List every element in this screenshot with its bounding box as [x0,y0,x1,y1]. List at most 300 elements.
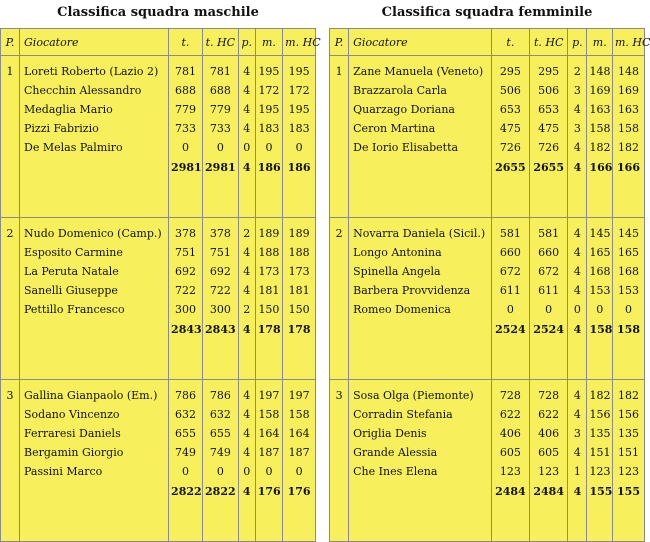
men-player-name-cell: Bergamin Giorgio [20,443,169,462]
women-empty-cell [530,339,568,380]
men-avg-hc-cell: 189 [283,218,316,244]
men-empty-cell [1,424,20,443]
men-total-cell: 378 [169,218,203,244]
men-empty-cell [1,319,20,339]
men-empty-cell [169,501,203,542]
women-empty-cell [349,481,492,501]
women-total-cell: 295 [491,56,529,82]
women-empty-cell [530,501,568,542]
men-empty-cell [238,177,255,218]
men-games-cell: 4 [238,56,255,82]
men-total-hc-cell: 632 [202,405,238,424]
men-total-hc-cell: 722 [202,281,238,300]
men-player-row [1,300,316,319]
men-avg-hc-cell: 164 [283,424,316,443]
men-total-hc-cell: 751 [202,243,238,262]
women-player-row [330,262,645,281]
women-player-row [330,424,645,443]
men-empty-cell [1,481,20,501]
women-standings-table [329,28,650,542]
women-group-position: 3 [330,380,349,406]
men-avg-cell: 164 [255,424,282,443]
women-empty-cell [587,501,613,542]
men-total-cell: 0 [169,138,203,157]
men-group-total-cell: 2843 [169,319,203,339]
women-total-hc-cell: 653 [530,100,568,119]
men-games-cell: 4 [238,405,255,424]
men-total-cell: 733 [169,119,203,138]
women-total-hc-cell: 506 [530,81,568,100]
women-header-col-pos: P. [330,29,349,56]
men-avg-cell: 195 [255,56,282,82]
women-total-hc-cell: 0 [530,300,568,319]
women-games-cell: 4 [568,281,587,300]
men-empty-cell [1,100,20,119]
men-games-cell: 0 [238,138,255,157]
women-header-col-player: Giocatore [349,29,492,56]
men-group-total-cell: 2981 [169,157,203,177]
women-total-cell: 653 [491,100,529,119]
men-player-row [1,262,316,281]
women-avg-cell: 168 [587,262,613,281]
women-games-cell: 3 [568,81,587,100]
men-player-row [1,119,316,138]
women-player-name-cell: Barbera Provvidenza [349,281,492,300]
women-games-cell: 2 [568,56,587,82]
women-group-total-hc-cell: 2484 [530,481,568,501]
women-empty-cell [330,319,349,339]
women-player-name-cell: Che Ines Elena [349,462,492,481]
women-group-total-cell: 2484 [491,481,529,501]
men-player-name-cell: Checchin Alessandro [20,81,169,100]
women-total-hc-cell: 622 [530,405,568,424]
women-group-avg-hc-cell: 155 [613,481,645,501]
men-total-hc-cell: 0 [202,138,238,157]
men-avg-hc-cell: 150 [283,300,316,319]
women-empty-cell [349,501,492,542]
men-header-col-total: t. [169,29,203,56]
women-empty-cell [330,177,349,218]
men-avg-cell: 189 [255,218,282,244]
women-avg-hc-cell: 151 [613,443,645,462]
men-empty-cell [20,339,169,380]
women-empty-cell [330,300,349,319]
women-avg-cell: 156 [587,405,613,424]
women-empty-cell [613,177,645,218]
women-header-col-total-hc: t. HC [530,29,568,56]
men-avg-cell: 173 [255,262,282,281]
men-header-col-avg-hc: m. HC [283,29,316,56]
men-avg-hc-cell: 187 [283,443,316,462]
men-group-total-row [1,157,316,177]
women-total-cell: 406 [491,424,529,443]
men-total-cell: 749 [169,443,203,462]
men-standings-table [0,28,321,542]
women-empty-cell [330,281,349,300]
men-avg-hc-cell: 181 [283,281,316,300]
women-empty-cell [349,157,492,177]
women-empty-cell [613,501,645,542]
men-avg-cell: 172 [255,81,282,100]
men-group-position: 1 [1,56,20,82]
men-empty-cell [255,339,282,380]
men-empty-cell [1,243,20,262]
men-empty-cell [1,300,20,319]
women-player-row [330,243,645,262]
women-total-cell: 728 [491,380,529,406]
women-avg-hc-cell: 135 [613,424,645,443]
women-avg-hc-cell: 156 [613,405,645,424]
men-avg-cell: 0 [255,462,282,481]
men-total-hc-cell: 300 [202,300,238,319]
men-group-games-cell: 4 [238,157,255,177]
men-header-col-games: p. [238,29,255,56]
women-player-row [330,281,645,300]
women-empty-cell [587,177,613,218]
men-group-games-cell: 4 [238,319,255,339]
women-empty-cell [349,339,492,380]
women-group-games-cell: 4 [568,157,587,177]
men-player-row [1,100,316,119]
men-player-row [1,81,316,100]
women-standings-title: Classifica squadra femminile [381,5,593,20]
men-player-name-cell: Esposito Carmine [20,243,169,262]
men-avg-hc-cell: 173 [283,262,316,281]
men-group-total-row [1,319,316,339]
men-player-row [1,443,316,462]
men-player-name-cell: Gallina Gianpaolo (Em.) [20,380,169,406]
women-games-cell: 0 [568,300,587,319]
men-avg-hc-cell: 158 [283,405,316,424]
men-player-name-cell: Pettillo Francesco [20,300,169,319]
men-group-avg-cell: 186 [255,157,282,177]
women-player-row [330,218,645,244]
men-group-spacer [1,501,316,542]
women-header-col-total: t. [491,29,529,56]
women-total-cell: 660 [491,243,529,262]
women-games-cell: 1 [568,462,587,481]
women-avg-cell: 169 [587,81,613,100]
women-avg-hc-cell: 163 [613,100,645,119]
women-player-row [330,138,645,157]
men-empty-cell [255,501,282,542]
women-player-name-cell: Romeo Domenica [349,300,492,319]
men-total-cell: 300 [169,300,203,319]
men-empty-cell [20,319,169,339]
women-total-cell: 0 [491,300,529,319]
men-empty-cell [202,501,238,542]
men-empty-cell [20,157,169,177]
women-player-name-cell: Zane Manuela (Veneto) [349,56,492,82]
men-empty-cell [238,501,255,542]
women-player-name-cell: Spinella Angela [349,262,492,281]
women-empty-cell [330,262,349,281]
men-group-avg-hc-cell: 186 [283,157,316,177]
women-avg-cell: 151 [587,443,613,462]
women-total-cell: 726 [491,138,529,157]
women-group-games-cell: 4 [568,481,587,501]
men-avg-hc-cell: 0 [283,462,316,481]
women-games-cell: 4 [568,218,587,244]
women-header-col-games: p. [568,29,587,56]
men-total-hc-cell: 655 [202,424,238,443]
women-empty-cell [330,462,349,481]
women-avg-cell: 153 [587,281,613,300]
men-avg-cell: 197 [255,380,282,406]
women-empty-cell [568,339,587,380]
men-empty-cell [1,119,20,138]
men-avg-hc-cell: 183 [283,119,316,138]
men-games-cell: 4 [238,119,255,138]
men-standings-title: Classifica squadra maschile [57,5,259,20]
men-empty-cell [202,339,238,380]
men-total-cell: 779 [169,100,203,119]
men-games-cell: 4 [238,243,255,262]
men-player-row [1,218,316,244]
women-games-cell: 4 [568,262,587,281]
men-group-avg-cell: 178 [255,319,282,339]
men-total-cell: 751 [169,243,203,262]
men-total-cell: 688 [169,81,203,100]
men-empty-cell [1,443,20,462]
women-group-position: 2 [330,218,349,244]
women-empty-cell [613,339,645,380]
men-empty-cell [283,501,316,542]
women-player-row [330,300,645,319]
men-avg-cell: 150 [255,300,282,319]
women-player-row [330,100,645,119]
men-player-name-cell: Loreti Roberto (Lazio 2) [20,56,169,82]
men-player-name-cell: De Melas Palmiro [20,138,169,157]
men-group-spacer [1,339,316,380]
women-avg-cell: 182 [587,380,613,406]
women-total-cell: 475 [491,119,529,138]
men-empty-cell [238,339,255,380]
men-empty-cell [1,262,20,281]
men-empty-cell [169,177,203,218]
women-avg-hc-cell: 182 [613,380,645,406]
women-player-row [330,119,645,138]
men-header-col-avg: m. [255,29,282,56]
men-group-total-hc-cell: 2822 [202,481,238,501]
men-header-col-total-hc: t. HC [202,29,238,56]
men-games-cell: 0 [238,462,255,481]
women-group-total-hc-cell: 2655 [530,157,568,177]
women-player-row [330,443,645,462]
women-empty-cell [330,138,349,157]
women-avg-cell: 148 [587,56,613,82]
men-avg-hc-cell: 195 [283,56,316,82]
men-total-hc-cell: 688 [202,81,238,100]
men-player-name-cell: Sodano Vincenzo [20,405,169,424]
women-games-cell: 4 [568,380,587,406]
women-group-avg-cell: 158 [587,319,613,339]
men-empty-cell [283,339,316,380]
women-group-avg-cell: 166 [587,157,613,177]
women-total-hc-cell: 295 [530,56,568,82]
women-games-cell: 4 [568,138,587,157]
men-avg-hc-cell: 172 [283,81,316,100]
men-player-name-cell: Nudo Domenico (Camp.) [20,218,169,244]
women-avg-hc-cell: 123 [613,462,645,481]
men-player-name-cell: La Peruta Natale [20,262,169,281]
men-group-total-row [1,481,316,501]
women-total-cell: 581 [491,218,529,244]
men-empty-cell [1,339,20,380]
women-avg-hc-cell: 148 [613,56,645,82]
men-empty-cell [20,501,169,542]
women-empty-cell [330,405,349,424]
men-games-cell: 4 [238,81,255,100]
women-total-cell: 672 [491,262,529,281]
women-team-standings [329,0,650,542]
women-player-row [330,462,645,481]
men-avg-cell: 187 [255,443,282,462]
women-avg-cell: 163 [587,100,613,119]
women-games-cell: 4 [568,405,587,424]
women-empty-cell [530,177,568,218]
men-total-hc-cell: 692 [202,262,238,281]
women-total-cell: 123 [491,462,529,481]
men-player-row [1,56,316,82]
women-avg-hc-cell: 158 [613,119,645,138]
men-group-total-hc-cell: 2843 [202,319,238,339]
women-total-cell: 611 [491,281,529,300]
women-player-row [330,380,645,406]
men-total-hc-cell: 733 [202,119,238,138]
women-total-hc-cell: 611 [530,281,568,300]
women-group-spacer [330,501,645,542]
women-total-hc-cell: 406 [530,424,568,443]
women-avg-cell: 145 [587,218,613,244]
women-avg-hc-cell: 168 [613,262,645,281]
women-empty-cell [330,81,349,100]
men-player-name-cell: Sanelli Giuseppe [20,281,169,300]
women-games-cell: 3 [568,119,587,138]
women-total-hc-cell: 660 [530,243,568,262]
women-empty-cell [330,424,349,443]
men-player-row [1,138,316,157]
men-group-position: 2 [1,218,20,244]
women-games-cell: 3 [568,424,587,443]
men-total-hc-cell: 0 [202,462,238,481]
women-player-row [330,81,645,100]
men-group-total-hc-cell: 2981 [202,157,238,177]
women-total-hc-cell: 123 [530,462,568,481]
men-games-cell: 4 [238,443,255,462]
women-avg-hc-cell: 153 [613,281,645,300]
men-player-row [1,380,316,406]
men-avg-cell: 195 [255,100,282,119]
women-games-cell: 4 [568,443,587,462]
men-total-hc-cell: 781 [202,56,238,82]
women-avg-cell: 158 [587,119,613,138]
men-games-cell: 4 [238,380,255,406]
men-empty-cell [1,501,20,542]
women-avg-cell: 135 [587,424,613,443]
men-player-row [1,243,316,262]
men-player-row [1,405,316,424]
women-player-name-cell: Brazzarola Carla [349,81,492,100]
men-games-cell: 4 [238,281,255,300]
women-avg-cell: 165 [587,243,613,262]
women-total-hc-cell: 728 [530,380,568,406]
men-games-cell: 4 [238,424,255,443]
women-avg-cell: 123 [587,462,613,481]
women-games-cell: 4 [568,100,587,119]
men-empty-cell [169,339,203,380]
women-header-col-avg-hc: m. HC [613,29,645,56]
men-group-avg-hc-cell: 176 [283,481,316,501]
women-empty-cell [491,501,529,542]
men-avg-cell: 183 [255,119,282,138]
men-player-row [1,281,316,300]
women-empty-cell [491,339,529,380]
men-games-cell: 4 [238,262,255,281]
men-player-name-cell: Pizzi Fabrizio [20,119,169,138]
women-group-position: 1 [330,56,349,82]
men-total-cell: 0 [169,462,203,481]
women-avg-hc-cell: 0 [613,300,645,319]
men-empty-cell [1,157,20,177]
men-empty-cell [1,405,20,424]
men-avg-cell: 181 [255,281,282,300]
women-empty-cell [330,243,349,262]
women-total-cell: 506 [491,81,529,100]
men-team-standings [0,0,321,542]
men-avg-hc-cell: 188 [283,243,316,262]
men-group-spacer [1,177,316,218]
men-total-hc-cell: 749 [202,443,238,462]
women-total-hc-cell: 581 [530,218,568,244]
women-games-cell: 4 [568,243,587,262]
women-group-games-cell: 4 [568,319,587,339]
women-avg-hc-cell: 182 [613,138,645,157]
men-total-hc-cell: 786 [202,380,238,406]
women-total-hc-cell: 475 [530,119,568,138]
women-group-avg-cell: 155 [587,481,613,501]
men-total-hc-cell: 378 [202,218,238,244]
women-total-cell: 605 [491,443,529,462]
men-games-cell: 2 [238,218,255,244]
women-player-name-cell: Longo Antonina [349,243,492,262]
men-empty-cell [1,138,20,157]
men-total-cell: 722 [169,281,203,300]
men-avg-hc-cell: 197 [283,380,316,406]
women-header-col-avg: m. [587,29,613,56]
men-empty-cell [20,177,169,218]
men-total-cell: 781 [169,56,203,82]
women-player-name-cell: Grande Alessia [349,443,492,462]
men-total-hc-cell: 779 [202,100,238,119]
women-empty-cell [587,339,613,380]
women-empty-cell [330,339,349,380]
women-empty-cell [330,157,349,177]
women-group-spacer [330,339,645,380]
women-group-avg-hc-cell: 166 [613,157,645,177]
men-header-col-player: Giocatore [20,29,169,56]
men-empty-cell [1,177,20,218]
men-player-name-cell: Ferraresi Daniels [20,424,169,443]
women-empty-cell [330,443,349,462]
men-group-position: 3 [1,380,20,406]
women-avg-cell: 0 [587,300,613,319]
women-total-hc-cell: 726 [530,138,568,157]
women-empty-cell [568,177,587,218]
men-total-cell: 655 [169,424,203,443]
men-header-col-pos: P. [1,29,20,56]
women-empty-cell [330,100,349,119]
